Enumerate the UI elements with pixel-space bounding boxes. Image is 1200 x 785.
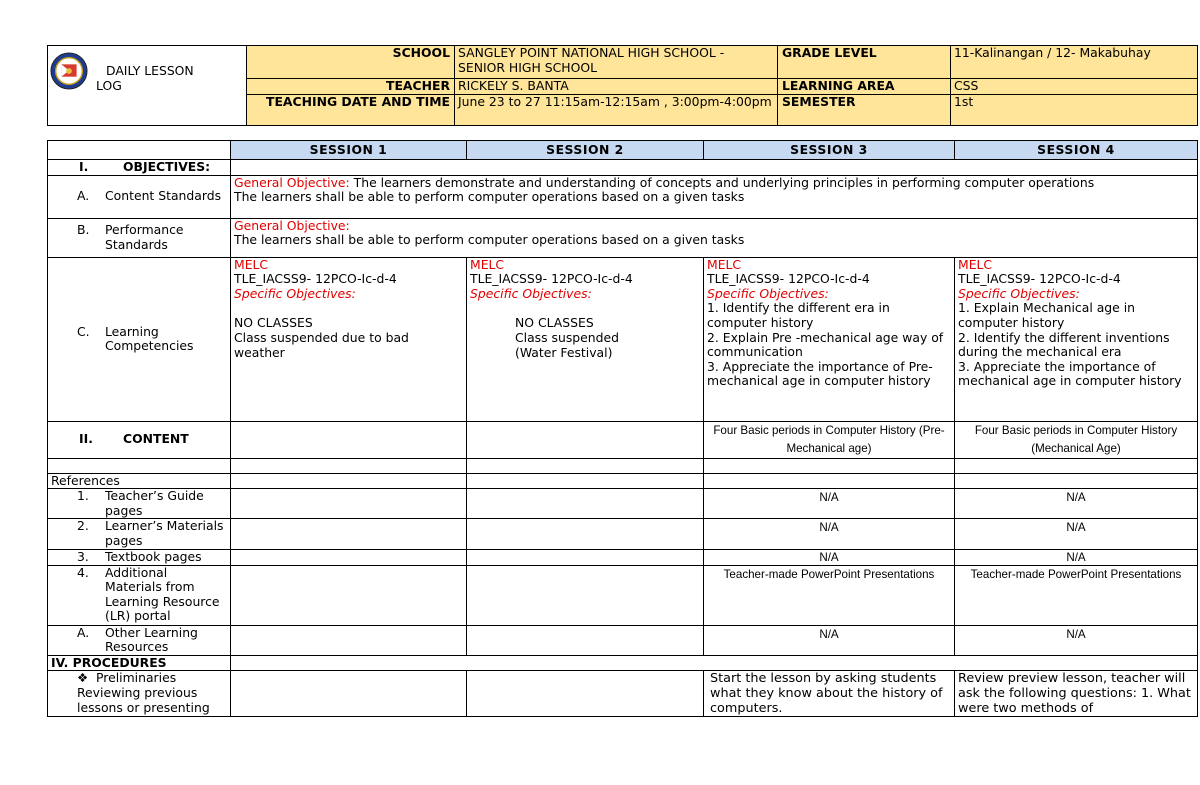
session-4-header: SESSION 4 — [955, 141, 1198, 160]
teacher-value: RICKELY S. BANTA — [455, 79, 778, 95]
preliminaries-label: ❖ Preliminaries Reviewing previous lessons or presenting — [48, 671, 231, 717]
ref-2-session-3: N/A — [704, 519, 955, 549]
ref-additional-materials: 4. Additional Materials from Learning Resource (LR) portal — [48, 565, 231, 625]
header-table — [47, 45, 1198, 126]
objectives-heading: I. OBJECTIVES: — [48, 160, 231, 176]
ref-other-session-3: N/A — [704, 625, 955, 655]
logo-cell — [48, 46, 247, 126]
ref-1-session-3: N/A — [704, 489, 955, 519]
ref-1-session-4: N/A — [955, 489, 1198, 519]
performance-standards-text: General Objective: The learners shall be able to perform computer operations based on a given tasks — [231, 218, 1198, 257]
ref-other-resources: A. Other Learning Resources — [48, 625, 231, 655]
ref-2-session-4: N/A — [955, 519, 1198, 549]
procedure-session-4: Review preview lesson, teacher will ask the following questions: 1. What were two methods of — [955, 671, 1198, 717]
ref-3-session-3: N/A — [704, 549, 955, 565]
school-label: SCHOOL — [247, 46, 455, 79]
dll-title: DAILY LESSON LOG — [96, 63, 194, 93]
content-session-4: Four Basic periods in Computer History (Mechanical Age) — [955, 421, 1198, 458]
session-3-header: SESSION 3 — [704, 141, 955, 160]
diamond-bullet-icon: ❖ — [77, 670, 89, 686]
grade-value: 11-Kalinangan / 12- Makabuhay — [951, 46, 1198, 79]
session-2-header: SESSION 2 — [467, 141, 704, 160]
procedures-heading: IV. PROCEDURES — [48, 655, 231, 671]
content-heading: II. CONTENT — [48, 421, 231, 458]
competency-session-3: MELC TLE_IACSS9- 12PCO-Ic-d-4 Specific Objectives: 1. Identify the different era in computer history 2. Explain Pre -mechanical age way of communication 3. Appreciate the importance of Pre-mechanical age in computer history — [704, 257, 955, 421]
corner-cell — [48, 141, 231, 160]
semester-label: SEMESTER — [778, 94, 951, 125]
ref-learners-materials: 2. Learner’s Materials pages — [48, 519, 231, 549]
teacher-label: TEACHER — [247, 79, 455, 95]
learning-competencies-label: C. Learning Competencies — [48, 257, 231, 421]
content-standards-text: General Objective: The learners demonstrate and understanding of concepts and underlying principles in performing computer operations The learners shall be able to perform computer operations based on a given tasks — [231, 175, 1198, 218]
procedure-session-3: Start the lesson by asking students what they know about the history of computers. — [704, 671, 955, 717]
learning-area-label: LEARNING AREA — [778, 79, 951, 95]
learning-area-value: CSS — [951, 79, 1198, 95]
grade-label: GRADE LEVEL — [778, 46, 951, 79]
session-1-header: SESSION 1 — [231, 141, 467, 160]
lesson-table — [47, 140, 1198, 717]
content-standards-label: A. Content Standards — [48, 175, 231, 218]
ref-4-session-4: Teacher-made PowerPoint Presentations — [955, 565, 1198, 625]
references-heading: References — [48, 473, 231, 489]
competency-session-4: MELC TLE_IACSS9- 12PCO-Ic-d-4 Specific Objectives: 1. Explain Mechanical age in computer history 2. Identify the different inventions during the mechanical era 3. Appreciate the importance of mechanical age in computer history — [955, 257, 1198, 421]
date-time-value: June 23 to 27 11:15am-12:15am , 3:00pm-4:00pm — [455, 94, 778, 125]
ref-other-session-4: N/A — [955, 625, 1198, 655]
semester-value: 1st — [951, 94, 1198, 125]
date-time-label: TEACHING DATE AND TIME — [247, 94, 455, 125]
competency-session-1: MELC TLE_IACSS9- 12PCO-Ic-d-4 Specific Objectives: NO CLASSES Class suspended due to bad weather — [231, 257, 467, 421]
deped-seal-icon — [50, 52, 88, 90]
ref-teachers-guide: 1. Teacher’s Guide pages — [48, 489, 231, 519]
ref-3-session-4: N/A — [955, 549, 1198, 565]
content-session-3: Four Basic periods in Computer History (Pre- Mechanical age) — [704, 421, 955, 458]
competency-session-2: MELC TLE_IACSS9- 12PCO-Ic-d-4 Specific Objectives: NO CLASSES Class suspended (Water Festival) — [467, 257, 704, 421]
performance-standards-label: B. Performance Standards — [48, 218, 231, 257]
ref-textbook: 3. Textbook pages — [48, 549, 231, 565]
ref-4-session-3: Teacher-made PowerPoint Presentations — [704, 565, 955, 625]
school-value: SANGLEY POINT NATIONAL HIGH SCHOOL - SENIOR HIGH SCHOOL — [455, 46, 778, 79]
